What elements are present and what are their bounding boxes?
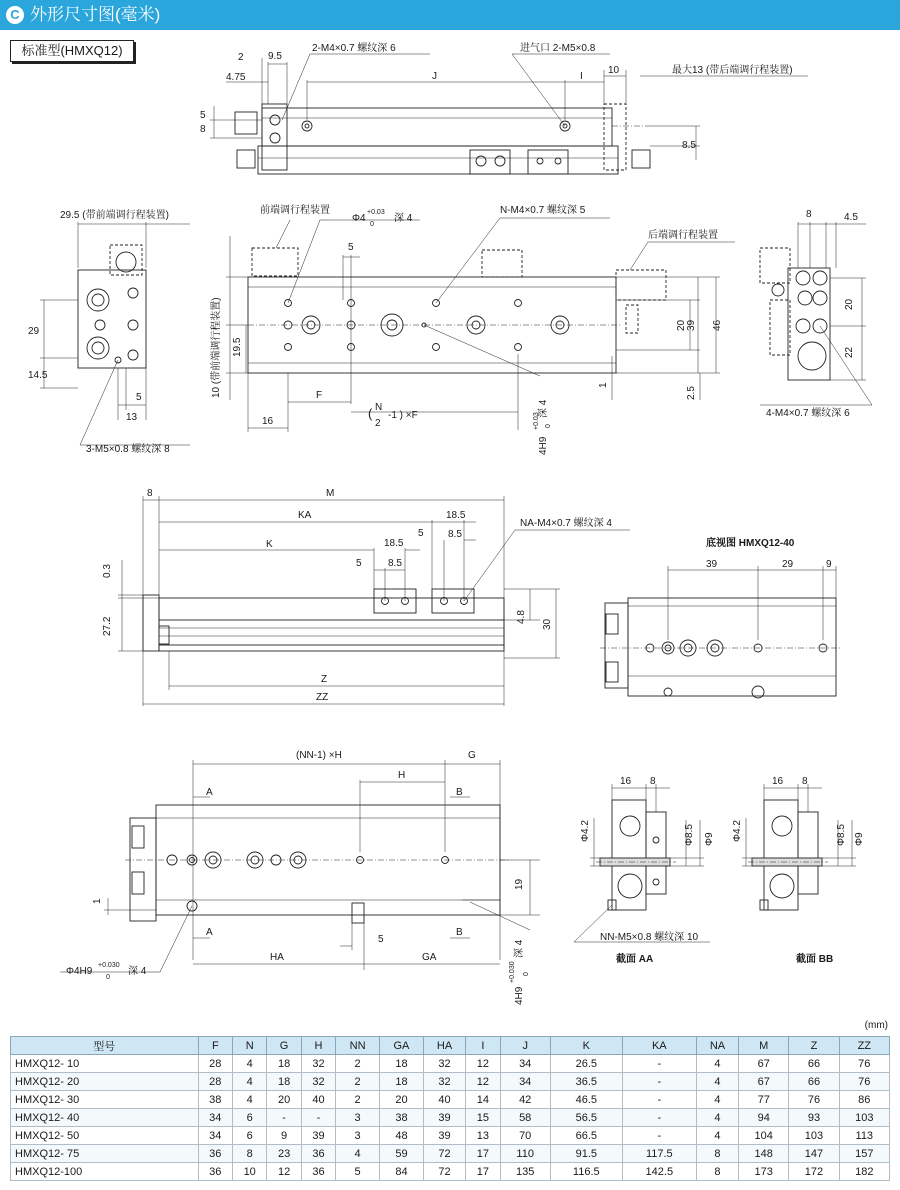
table-body [11,1055,890,1181]
side-dim-18-5-upper: 18.5 [446,510,466,521]
top-dim-9-5: 9.5 [268,51,282,62]
aa-dim-phi4-2: Φ4.2 [580,820,591,842]
table-cell: 66 [789,1055,839,1073]
table-cell: - [622,1127,696,1145]
bb-dim-phi4-2: Φ4.2 [732,820,743,842]
dimension-table [10,1036,890,1181]
side-dim-4-8: 4.8 [516,610,527,624]
bb-dim-phi8-5: Φ8.5 [836,824,847,846]
table-cell: 12 [466,1055,500,1073]
table-cell: 34 [500,1073,550,1091]
column-header: G [267,1037,301,1055]
column-header: N [233,1037,267,1055]
lower-view-labels [66,750,530,1005]
table-cell: - [622,1073,696,1091]
table-cell: 34 [198,1127,232,1145]
table-cell: 17 [466,1163,500,1181]
table-cell: 2 [336,1055,380,1073]
bottom-view-title: 底视图 HMXQ12-40 [706,538,795,549]
side-dim-z: Z [321,674,328,685]
table-cell: 38 [198,1091,232,1109]
front-dim-2-5: 2.5 [686,386,697,400]
table-cell: 32 [423,1073,465,1091]
table-cell: HMXQ12- 30 [11,1091,199,1109]
top-view-labels [200,41,793,151]
table-cell: 32 [301,1055,335,1073]
front-note-4h9-upper: +0.03 [533,412,540,430]
table-cell: 4 [233,1073,267,1091]
column-header: ZZ [839,1037,889,1055]
table-cell: 4 [696,1109,738,1127]
table-cell: 4 [233,1091,267,1109]
front-dim-20: 20 [676,319,687,331]
side-dim-27-2: 27.2 [102,616,113,636]
side-dim-5-upper: 5 [418,528,424,539]
column-header: H [301,1037,335,1055]
table-cell: 40 [423,1091,465,1109]
bottom-view-labels [706,536,832,570]
table-cell: 39 [301,1127,335,1145]
table-cell: 2 [336,1073,380,1091]
lower-dim-19: 19 [514,878,525,890]
lower-dim-a-top: A [206,787,213,798]
lower-note-4h9-depth: 深 4 [514,939,525,958]
model-label: 标准型(HMXQ12) [10,40,134,62]
column-header: Z [789,1037,839,1055]
table-cell: 48 [380,1127,424,1145]
side-dim-0-3: 0.3 [102,564,113,578]
table-cell: 4 [696,1127,738,1145]
bottom-view-drawing [600,566,840,698]
front-dim-10-stroke: 10 (带前端调行程装置) [211,297,222,398]
right-view-drawing [760,222,872,405]
left-dim-5: 5 [136,392,142,403]
table-cell: 142.5 [622,1163,696,1181]
front-note-phi4: Φ4 [352,213,366,224]
table-cell: 46.5 [550,1091,622,1109]
table-cell: 42 [500,1091,550,1109]
left-dim-13: 13 [126,412,138,423]
section-aa-drawing [574,784,710,942]
side-dim-18-5-lower: 18.5 [384,538,404,549]
table-cell: - [267,1109,301,1127]
table-cell: 32 [423,1055,465,1073]
table-cell: 40 [301,1091,335,1109]
table-cell: 39 [423,1127,465,1145]
front-note-tol-upper: +0.03 [367,209,385,216]
left-view-labels [28,208,170,455]
table-cell: 59 [380,1145,424,1163]
table-cell: 3 [336,1109,380,1127]
side-dim-8-5-lower: 8.5 [388,558,402,569]
table-cell: 93 [789,1109,839,1127]
lower-note-4h9: 4H9 [514,986,525,1005]
top-dim-4-75: 4.75 [226,72,246,83]
top-dim-j: J [432,71,437,82]
table-cell: 39 [423,1109,465,1127]
table-cell: 4 [336,1145,380,1163]
column-header: 型号 [11,1037,199,1055]
table-cell: 5 [336,1163,380,1181]
table-cell: 56.5 [550,1109,622,1127]
table-cell: 117.5 [622,1145,696,1163]
lower-note-phi4h9-upper: +0.030 [98,962,120,969]
column-header: M [739,1037,789,1055]
bottom-dim-29: 29 [782,559,794,570]
table-cell: 135 [500,1163,550,1181]
left-dim-14-5: 14.5 [28,370,48,381]
right-note-thread: 4-M4×0.7 螺纹深 6 [766,408,850,419]
lower-note-phi4h9-lower: 0 [106,974,110,981]
table-cell: 77 [739,1091,789,1109]
front-note-rear-adjuster: 后端调行程装置 [648,230,718,241]
table-cell: 116.5 [550,1163,622,1181]
table-cell: - [622,1091,696,1109]
table-cell: 94 [739,1109,789,1127]
table-cell: HMXQ12-100 [11,1163,199,1181]
left-note-thread: 3-M5×0.8 螺纹深 8 [86,444,170,455]
top-note-inlet: 进气口 2-M5×0.8 [520,43,596,54]
table-cell: HMXQ12- 40 [11,1109,199,1127]
lower-dim-b-bottom: B [456,927,463,938]
table-cell: HMXQ12- 50 [11,1127,199,1145]
table-cell: 147 [789,1145,839,1163]
column-header: J [500,1037,550,1055]
table-cell: 58 [500,1109,550,1127]
aa-dim-16: 16 [620,776,632,787]
side-view-labels [102,488,612,703]
table-cell: 6 [233,1109,267,1127]
table-cell: 4 [233,1055,267,1073]
front-note-depth: 深 4 [394,213,413,224]
table-cell: 3 [336,1127,380,1145]
table-cell: HMXQ12- 20 [11,1073,199,1091]
column-header: F [198,1037,232,1055]
right-dim-22: 22 [844,346,855,358]
table-cell: 67 [739,1055,789,1073]
table-cell: 110 [500,1145,550,1163]
table-cell: 103 [789,1127,839,1145]
table-row [11,1127,890,1145]
table-cell: 14 [466,1091,500,1109]
table-cell: 8 [696,1145,738,1163]
side-dim-m: M [326,488,335,499]
table-cell: 36 [301,1163,335,1181]
column-header: NN [336,1037,380,1055]
right-dim-20: 20 [844,298,855,310]
table-cell: 36 [198,1163,232,1181]
table-cell: 18 [380,1073,424,1091]
side-dim-8-5-upper: 8.5 [448,529,462,540]
bb-dim-16: 16 [772,776,784,787]
column-header: GA [380,1037,424,1055]
table-cell: HMXQ12- 10 [11,1055,199,1073]
lower-note-4h9-lower: 0 [523,972,530,976]
lower-dim-h: H [398,770,406,781]
table-cell: 36.5 [550,1073,622,1091]
table-cell: 4 [696,1091,738,1109]
table-cell: 13 [466,1127,500,1145]
left-note-29-5: 29.5 (带前端调行程装置) [60,210,169,221]
bb-title: 截面 BB [796,954,834,965]
section-bb-labels [732,776,865,965]
table-cell: 12 [267,1163,301,1181]
table-cell: 12 [466,1073,500,1091]
front-dim-f: F [316,390,323,401]
table-cell: 4 [696,1055,738,1073]
table-cell: 76 [789,1091,839,1109]
bb-dim-8: 8 [802,776,808,787]
table-row [11,1073,890,1091]
table-cell: 172 [789,1163,839,1181]
lower-dim-5: 5 [378,934,384,945]
table-cell: 148 [739,1145,789,1163]
column-header: KA [622,1037,696,1055]
table-cell: 23 [267,1145,301,1163]
section-badge-icon: C [6,6,24,24]
table-cell: 103 [839,1109,889,1127]
table-cell: 38 [380,1109,424,1127]
aa-dim-8: 8 [650,776,656,787]
table-cell: 28 [198,1073,232,1091]
table-row [11,1145,890,1163]
table-cell: 18 [267,1055,301,1073]
table-cell: 113 [839,1127,889,1145]
table-cell: 104 [739,1127,789,1145]
table-cell: 26.5 [550,1055,622,1073]
lower-view-drawing [60,760,540,972]
lower-dim-b-top: B [456,787,463,798]
table-cell: 157 [839,1145,889,1163]
table-cell: 10 [233,1163,267,1181]
table-cell: 70 [500,1127,550,1145]
right-dim-4-5: 4.5 [844,212,858,223]
front-dim-1: 1 [598,382,609,388]
front-note-4h9-depth: 深 4 [538,399,549,418]
side-dim-5-lower: 5 [356,558,362,569]
table-cell: 20 [267,1091,301,1109]
table-cell: 17 [466,1145,500,1163]
lower-dim-g: G [468,750,476,761]
column-header: NA [696,1037,738,1055]
table-cell: 36 [198,1145,232,1163]
table-cell: - [301,1109,335,1127]
front-dim-46: 46 [712,319,723,331]
column-header: I [466,1037,500,1055]
aa-title: 截面 AA [616,954,654,965]
table-cell: 4 [696,1073,738,1091]
table-cell: 66.5 [550,1127,622,1145]
bottom-dim-39: 39 [706,559,718,570]
right-view-labels [766,209,858,419]
front-dim-19-5: 19.5 [232,337,243,357]
table-cell: 36 [301,1145,335,1163]
table-cell: 34 [198,1109,232,1127]
section-title: 外形尺寸图(毫米) [30,5,161,24]
lower-dim-ha: HA [270,952,284,963]
table-cell: 84 [380,1163,424,1181]
lower-dim-nn-h: (NN-1) ×H [296,750,342,761]
table-cell: 20 [380,1091,424,1109]
bb-dim-phi9: Φ9 [854,832,865,846]
column-header: HA [423,1037,465,1055]
left-dim-29: 29 [28,326,40,337]
table-cell: 91.5 [550,1145,622,1163]
table-row [11,1091,890,1109]
bottom-dim-9: 9 [826,559,832,570]
lower-note-phi4h9: Φ4H9 [66,966,93,977]
section-aa-labels [580,776,715,965]
side-dim-ka: KA [298,510,312,521]
table-cell: 67 [739,1073,789,1091]
table-cell: 18 [380,1055,424,1073]
top-dim-5: 5 [200,110,206,121]
front-formula-2: 2 [375,418,381,429]
lower-dim-ga: GA [422,952,437,963]
table-cell: 32 [301,1073,335,1091]
side-dim-zz: ZZ [316,692,329,703]
front-dim-39: 39 [686,319,697,331]
table-cell: 76 [839,1073,889,1091]
table-row [11,1163,890,1181]
front-formula-n: N [375,402,383,413]
front-note-4h9: 4H9 [538,436,549,455]
side-note-na-thread: NA-M4×0.7 螺纹深 4 [520,518,612,529]
front-note-front-adjuster: 前端调行程装置 [260,205,330,216]
top-dim-i: I [580,71,583,82]
front-view-drawing [226,218,735,432]
table-cell: 173 [739,1163,789,1181]
table-cell: 18 [267,1073,301,1091]
table-cell: 28 [198,1055,232,1073]
front-formula-open: ( [368,406,373,421]
top-dim-8-5: 8.5 [682,140,696,151]
top-note-thread: 2-M4×0.7 螺纹深 6 [312,43,396,54]
table-cell: 66 [789,1073,839,1091]
table-cell: 6 [233,1127,267,1145]
column-header: K [550,1037,622,1055]
table-cell: - [622,1055,696,1073]
right-dim-8: 8 [806,209,812,220]
table-cell: 8 [233,1145,267,1163]
front-dim-5: 5 [348,242,354,253]
table-unit: (mm) [864,1020,888,1031]
front-note-tol-lower: 0 [370,221,374,228]
front-note-n-thread: N-M4×0.7 螺纹深 5 [500,205,586,216]
table-cell: 15 [466,1109,500,1127]
table-cell: 86 [839,1091,889,1109]
table-header-row [11,1037,890,1055]
table-cell: HMXQ12- 75 [11,1145,199,1163]
table-cell: 9 [267,1127,301,1145]
lower-dim-a-bottom: A [206,927,213,938]
front-formula-rest: -1 ) ×F [388,410,418,421]
table-cell: - [622,1109,696,1127]
table-row [11,1055,890,1073]
table-cell: 8 [696,1163,738,1181]
aa-dim-phi8-5: Φ8.5 [684,824,695,846]
aa-dim-phi9: Φ9 [704,832,715,846]
table-row [11,1109,890,1127]
side-dim-8: 8 [147,488,153,499]
side-dim-k: K [266,539,273,550]
table-cell: 2 [336,1091,380,1109]
table-cell: 34 [500,1055,550,1073]
lower-note-phi4h9-depth: 深 4 [128,966,147,977]
front-dim-16: 16 [262,416,274,427]
table-cell: 72 [423,1145,465,1163]
table-cell: 76 [839,1055,889,1073]
front-note-4h9-lower: 0 [545,424,552,428]
table-cell: 182 [839,1163,889,1181]
lower-dim-1: 1 [92,898,103,904]
table-cell: 72 [423,1163,465,1181]
aa-note-thread: NN-M5×0.8 螺纹深 10 [600,932,699,943]
top-note-max13: 最大13 (带后端调行程装置) [672,65,793,76]
top-dim-2: 2 [238,52,244,63]
lower-note-4h9-upper: +0.030 [509,961,516,983]
top-dim-10: 10 [608,65,620,76]
side-dim-30: 30 [542,618,553,630]
top-dim-8: 8 [200,124,206,135]
left-view-drawing [40,222,190,445]
section-bb-drawing [742,784,856,910]
